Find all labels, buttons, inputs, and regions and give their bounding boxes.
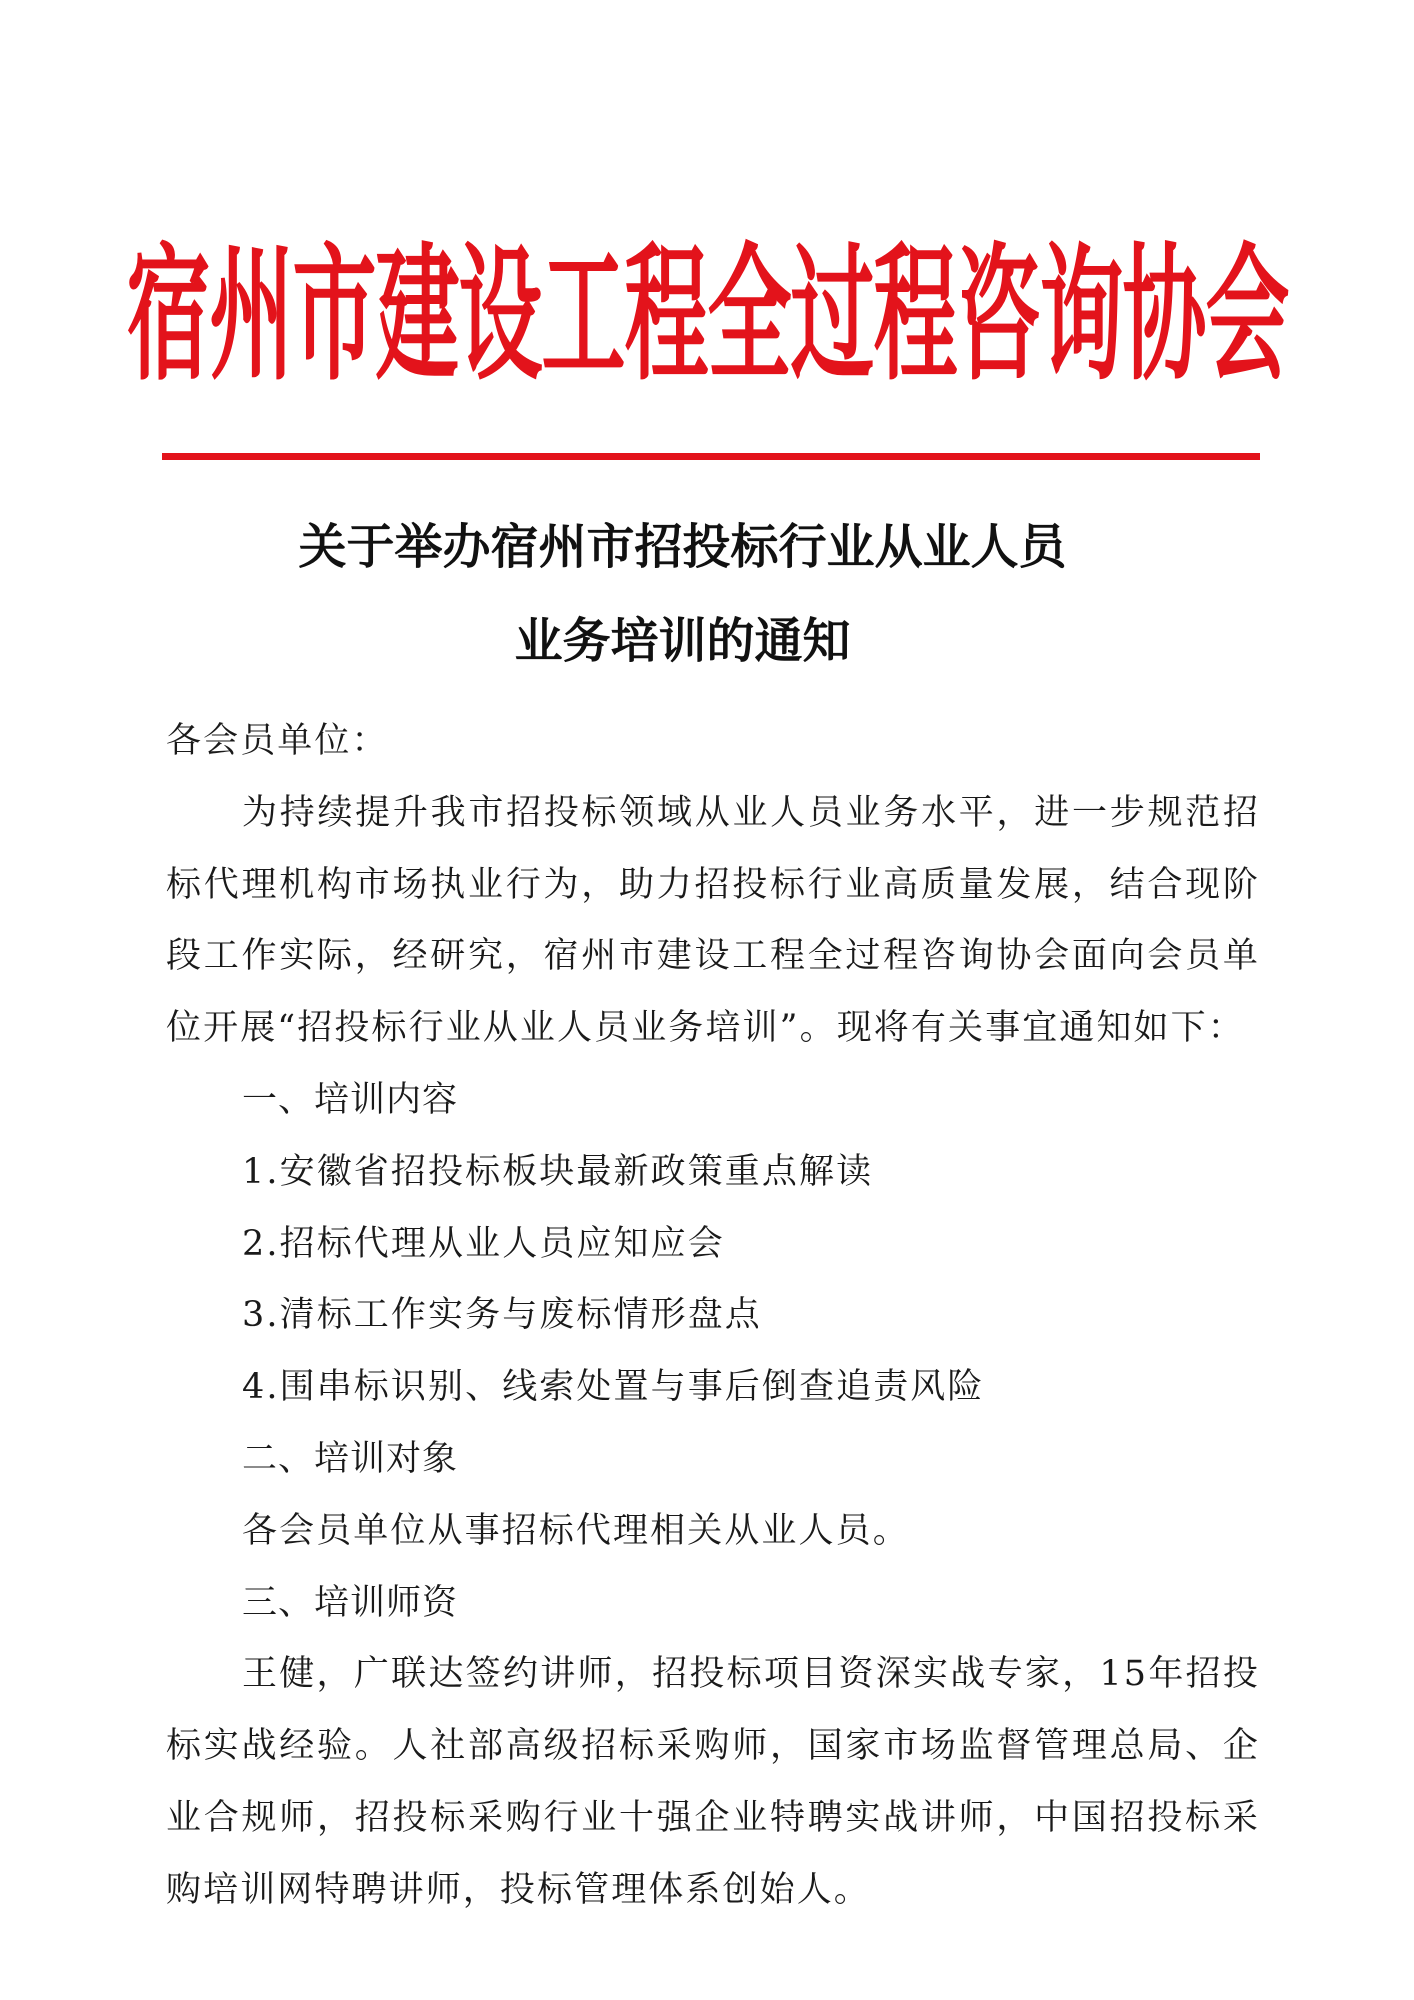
list-item: 1.安徽省招投标板块最新政策重点解读 xyxy=(242,1151,874,1192)
instructor-text: 王健，广联达签约讲师，招投标项目资深实战专家，15年招投标实战经验。人社部高级招标采购师，国家市场监督管理总局、企业合规师，招投标采购行业十强企业特聘实战讲师，中国招投标采购培训网特聘讲师，投标管理体系创始人。 xyxy=(166,1654,1260,1910)
notice-title-line-1: 关于举办宿州市招投标行业从业人员 xyxy=(298,519,1067,575)
audience-text: 各会员单位从事招标代理相关从业人员。 xyxy=(242,1510,910,1551)
letterhead-divider xyxy=(162,453,1260,460)
notice-title-line-2: 业务培训的通知 xyxy=(514,613,851,669)
salutation: 各会员单位： xyxy=(166,721,389,761)
letterhead xyxy=(126,225,1289,405)
list-item: 2.招标代理从业人员应知应会 xyxy=(242,1223,725,1264)
section-heading-content: 一、培训内容 xyxy=(242,1079,459,1120)
list-item: 4.围串标识别、线索处置与事后倒查追责风险 xyxy=(242,1367,985,1408)
notice-body xyxy=(166,706,1260,1927)
list-item: 3.清标工作实务与废标情形盘点 xyxy=(242,1295,762,1336)
notice-title xyxy=(160,500,1260,688)
organization-name: 宿州市建设工程全过程咨询协会 xyxy=(126,227,1289,401)
section-heading-audience: 二、培训对象 xyxy=(242,1438,459,1479)
section-heading-instructor: 三、培训师资 xyxy=(242,1582,459,1623)
intro-paragraph: 为持续提升我市招投标领域从业人员业务水平，进一步规范招标代理机构市场执业行为，助力招投标行业高质量发展，结合现阶段工作实际，经研究，宿州市建设工程全过程咨询协会面向会员单位开展“招投标行业从业人员业务培训”。现将有关事宜通知如下： xyxy=(166,792,1260,1049)
